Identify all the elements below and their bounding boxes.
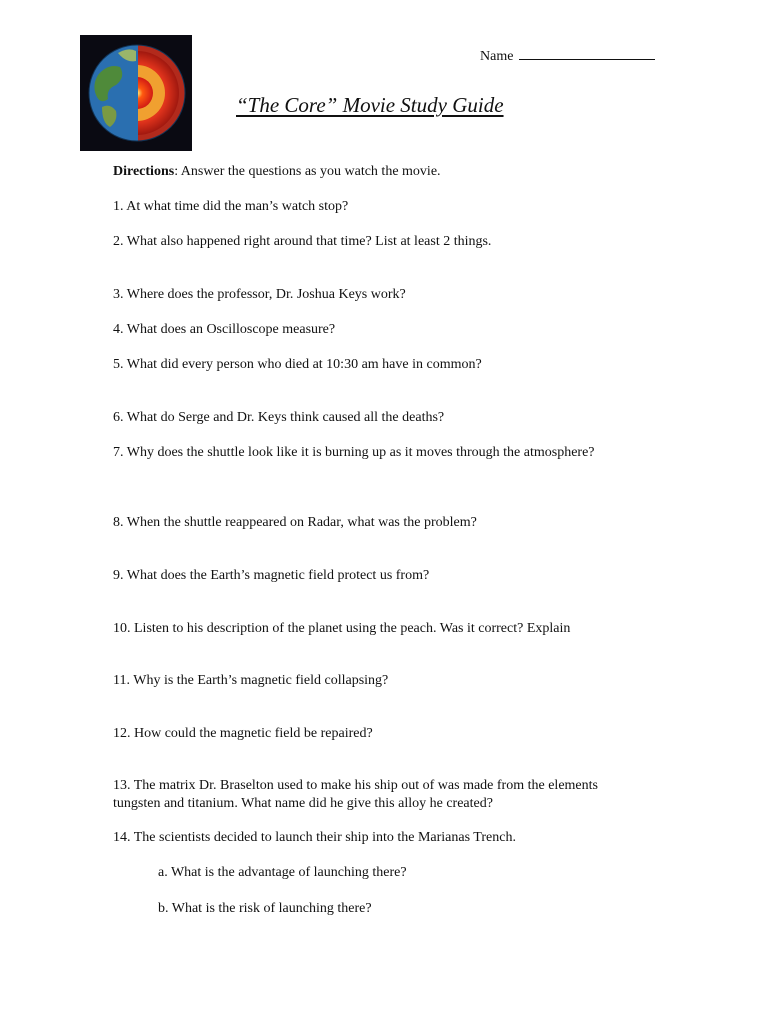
earth-cutaway-image [80, 35, 192, 151]
question-14: 14. The scientists decided to launch their ship into the Marianas Trench. [113, 830, 516, 845]
directions-label: Directions [113, 164, 175, 179]
question-4: 4. What does an Oscilloscope measure? [113, 322, 336, 337]
page-title: “The Core” Movie Study Guide [236, 93, 504, 117]
question-5: 5. What did every person who died at 10:30 am have in common? [113, 357, 482, 372]
question-14b: b. What is the risk of launching there? [158, 901, 372, 916]
question-7: 7. Why does the shuttle look like it is burning up as it moves through the atmosphere? [113, 445, 595, 460]
question-2: 2. What also happened right around that time? List at least 2 things. [113, 234, 492, 249]
question-1: 1. At what time did the man’s watch stop? [113, 199, 349, 214]
question-8: 8. When the shuttle reappeared on Radar, what was the problem? [113, 515, 477, 530]
question-3: 3. Where does the professor, Dr. Joshua Keys work? [113, 287, 406, 302]
question-6: 6. What do Serge and Dr. Keys think caused all the deaths? [113, 410, 445, 425]
question-11: 11. Why is the Earth’s magnetic field collapsing? [113, 673, 389, 688]
question-12: 12. How could the magnetic field be repaired? [113, 726, 373, 741]
question-10: 10. Listen to his description of the planet using the peach. Was it correct? Explain [113, 621, 571, 636]
name-label: Name [480, 49, 514, 64]
question-13: 13. The matrix Dr. Braselton used to make his ship out of was made from the elements [113, 778, 598, 793]
name-blank-line[interactable] [519, 47, 655, 60]
question-9: 9. What does the Earth’s magnetic field protect us from? [113, 568, 430, 583]
name-field[interactable] [480, 47, 655, 65]
directions-text: : Answer the questions as you watch the movie. [174, 164, 441, 179]
directions [113, 164, 441, 180]
question-13-continued: tungsten and titanium. What name did he give this alloy he created? [113, 796, 493, 811]
question-14a: a. What is the advantage of launching there? [158, 865, 407, 880]
